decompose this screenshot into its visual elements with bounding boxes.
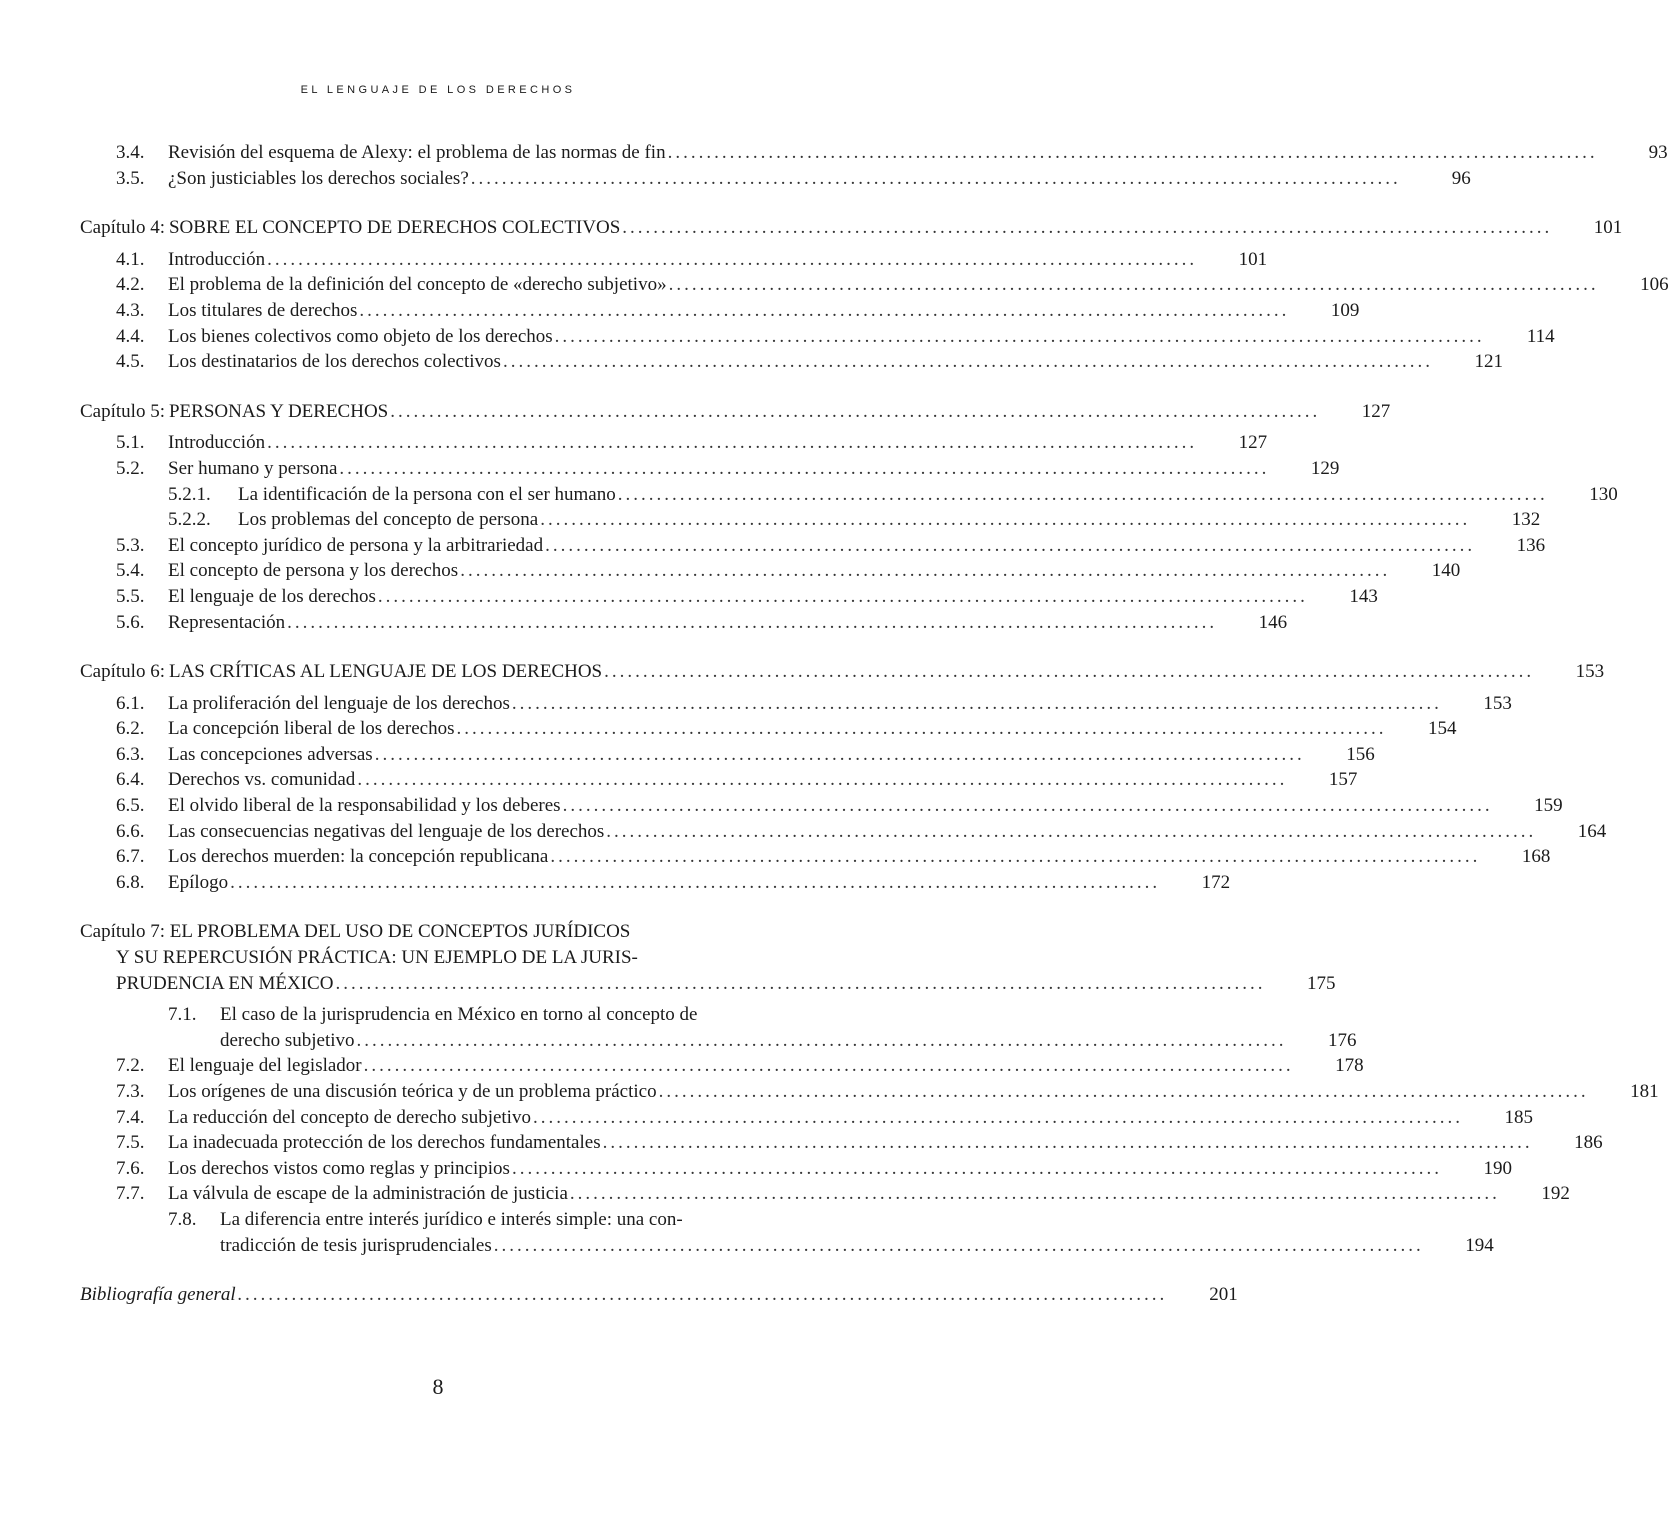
entry-title: La proliferación del lenguaje de los derechos xyxy=(168,692,510,714)
toc-entry-4-4[interactable] xyxy=(80,324,1555,350)
entry-number: 4.2. xyxy=(116,274,145,296)
dot-leader: ........................................................................................................................ xyxy=(363,1055,1294,1077)
entry-number: 7.6. xyxy=(116,1157,145,1179)
entry-title: Derechos vs. comunidad xyxy=(168,769,356,791)
toc-entry-7-1[interactable] xyxy=(80,1002,1357,1053)
toc-bibliography[interactable] xyxy=(80,1282,1238,1308)
entry-page: 194 xyxy=(1465,1234,1494,1256)
entry-page: 130 xyxy=(1589,483,1618,505)
entry-title: Los bienes colectivos como objeto de los derechos xyxy=(168,325,553,347)
entry-title-line-1: El caso de la jurisprudencia en México en torno al concepto de xyxy=(220,1004,698,1026)
entry-title-line-1: La diferencia entre interés jurídico e interés simple: una con- xyxy=(220,1208,683,1230)
dot-leader: ........................................................................................................................ xyxy=(562,795,1493,817)
entry-number: 4.4. xyxy=(116,325,145,347)
dot-leader: ........................................................................................................................ xyxy=(456,718,1387,740)
toc-entry-6-7[interactable] xyxy=(80,844,1551,870)
toc-entry-6-4[interactable] xyxy=(80,767,1358,793)
entry-number: 7.4. xyxy=(116,1106,145,1128)
entry-number: 3.5. xyxy=(116,167,145,189)
entry-number: 5.4. xyxy=(116,560,145,582)
toc-entry-5-5[interactable] xyxy=(80,584,1378,610)
toc-entry-4-1[interactable] xyxy=(80,247,1268,273)
entry-title: Revisión del esquema de Alexy: el problema de las normas de fin xyxy=(168,142,666,163)
toc-entry-7-5[interactable] xyxy=(80,1130,1603,1156)
chapter-title-line-2: Y SU REPERCUSIÓN PRÁCTICA: UN EJEMPLO DE LA JURIS- xyxy=(116,947,638,969)
entry-number: 5.2.2. xyxy=(168,509,211,531)
entry-title: La reducción del concepto de derecho subjetivo xyxy=(168,1106,531,1128)
entry-number: 5.1. xyxy=(116,432,145,454)
chapter-title-line-3: PRUDENCIA EN MÉXICO xyxy=(116,972,334,994)
entry-title: Las consecuencias negativas del lenguaje de los derechos xyxy=(168,820,605,842)
entry-number: 6.8. xyxy=(116,871,145,893)
entry-number: 7.1. xyxy=(168,1004,197,1026)
toc-entry-3-5[interactable] xyxy=(80,166,1471,192)
entry-page: 186 xyxy=(1574,1132,1603,1154)
toc-chapter-7[interactable] xyxy=(80,919,1336,996)
entry-first-line xyxy=(80,1207,818,1233)
toc-entry-5-2-2[interactable] xyxy=(80,507,1541,533)
dot-leader: ........................................................................................................................ xyxy=(511,1157,1442,1179)
bibliography-title: Bibliografía general xyxy=(80,1284,236,1306)
entry-title: Representación xyxy=(168,611,286,633)
entry-title: ¿Son justiciables los derechos sociales? xyxy=(168,167,469,189)
toc-entry-7-7[interactable] xyxy=(80,1181,1570,1207)
chapter-page: 175 xyxy=(1306,972,1336,994)
entry-title: La válvula de escape de la administración de justicia xyxy=(168,1183,568,1205)
dot-leader: ........................................................................................................................ xyxy=(493,1234,1424,1256)
toc-entry-5-6[interactable] xyxy=(80,610,1288,636)
entry-number: 5.3. xyxy=(116,534,145,556)
dot-leader: ........................................................................................................................ xyxy=(550,846,1481,868)
dot-leader: ........................................................................................................................ xyxy=(540,509,1471,531)
entry-last-line xyxy=(80,1233,1494,1259)
entry-page: 127 xyxy=(1238,432,1268,454)
entry-title-line-2: tradicción de tesis jurisprudenciales xyxy=(220,1234,492,1256)
dot-leader: ........................................................................................................................ xyxy=(335,972,1266,994)
dot-leader: ........................................................................................................................ xyxy=(237,1284,1168,1306)
entry-page: 185 xyxy=(1504,1106,1533,1128)
entry-title: Los derechos vistos como reglas y principios xyxy=(168,1157,510,1179)
entry-page: 176 xyxy=(1328,1029,1357,1051)
chapter-title: PERSONAS Y DERECHOS xyxy=(168,400,389,422)
entry-page: 140 xyxy=(1431,560,1461,582)
entry-page: 143 xyxy=(1349,585,1378,607)
dot-leader: ........................................................................................................................ xyxy=(668,274,1599,296)
chapter-page: 101 xyxy=(1593,217,1623,239)
entry-title: Los destinatarios de los derechos colectivos xyxy=(168,351,501,373)
toc-entry-7-4[interactable] xyxy=(80,1105,1533,1131)
entry-title: El problema de la definición del concepto de «derecho subjetivo» xyxy=(168,274,667,296)
toc-entry-7-2[interactable] xyxy=(80,1053,1364,1079)
entry-number: 7.3. xyxy=(116,1081,145,1102)
entry-page: 96 xyxy=(1451,167,1471,189)
entry-title: La inadecuada protección de los derechos fundamentales xyxy=(168,1132,601,1154)
entry-page: 106 xyxy=(1640,274,1669,296)
dot-leader: ........................................................................................................................ xyxy=(339,457,1270,479)
entry-number: 5.2.1. xyxy=(168,483,211,505)
entry-page: 129 xyxy=(1310,457,1340,479)
chapter-title-line xyxy=(116,945,818,971)
chapter-label: Capítulo 6: xyxy=(80,661,165,683)
entry-number: 6.3. xyxy=(116,743,145,765)
dot-leader: ........................................................................................................................ xyxy=(617,483,1548,505)
entry-page: 164 xyxy=(1577,820,1607,842)
entry-number: 7.2. xyxy=(116,1055,145,1077)
dot-leader: ........................................................................................................................ xyxy=(377,585,1308,607)
entry-number: 4.1. xyxy=(116,248,145,270)
toc-entry-6-6[interactable] xyxy=(80,819,1607,845)
toc-entry-6-2[interactable] xyxy=(80,716,1457,742)
entry-page: 181 xyxy=(1630,1081,1659,1102)
entry-number: 6.2. xyxy=(116,718,145,740)
dot-leader: ........................................................................................................................ xyxy=(230,871,1161,893)
dot-leader: ........................................................................................................................ xyxy=(356,1029,1287,1051)
entry-page: 93 xyxy=(1648,142,1668,163)
chapter-title: LAS CRÍTICAS AL LENGUAJE DE LOS DERECHOS xyxy=(168,661,603,683)
entry-page: 190 xyxy=(1483,1157,1512,1179)
page-number: 8 xyxy=(432,1374,444,1399)
toc-entry-6-5[interactable] xyxy=(80,793,1563,819)
entry-title: El lenguaje del legislador xyxy=(168,1055,362,1077)
entry-page: 172 xyxy=(1201,871,1231,893)
dot-leader: ........................................................................................................................ xyxy=(267,248,1198,270)
entry-title: Los derechos muerden: la concepción republicana xyxy=(168,846,549,868)
entry-title: Las concepciones adversas xyxy=(168,743,373,765)
dot-leader: ........................................................................................................................ xyxy=(390,400,1321,422)
chapter-label: Capítulo 4: xyxy=(80,217,165,239)
dot-leader: ........................................................................................................................ xyxy=(667,142,1598,163)
toc-entry-6-1[interactable] xyxy=(80,691,1512,717)
entry-number: 6.6. xyxy=(116,820,145,842)
dot-leader: ........................................................................................................................ xyxy=(374,743,1305,765)
dot-leader: ........................................................................................................................ xyxy=(545,534,1476,556)
entry-title: Introducción xyxy=(168,432,266,454)
entry-number: 7.8. xyxy=(168,1208,197,1230)
entry-number: 5.6. xyxy=(116,611,145,633)
entry-page: 156 xyxy=(1346,743,1375,765)
entry-page: 154 xyxy=(1427,718,1457,740)
entry-page: 109 xyxy=(1330,299,1360,321)
chapter-title-line-1: EL PROBLEMA DEL USO DE CONCEPTOS JURÍDICOS xyxy=(169,921,631,943)
entry-title: El olvido liberal de la responsabilidad y los deberes xyxy=(168,795,561,817)
entry-title: Ser humano y persona xyxy=(168,457,338,479)
entry-number: 5.5. xyxy=(116,585,145,607)
entry-title: El lenguaje de los derechos xyxy=(168,585,376,607)
entry-title: Los problemas del concepto de persona xyxy=(238,509,539,531)
entry-page: 114 xyxy=(1526,325,1555,347)
entry-title: El concepto jurídico de persona y la arbitrariedad xyxy=(168,534,544,556)
entry-page: 132 xyxy=(1511,509,1541,531)
chapter-title-last-line xyxy=(116,971,1336,997)
entry-page: 159 xyxy=(1534,795,1563,817)
entry-page: 168 xyxy=(1521,846,1551,868)
entry-number: 3.4. xyxy=(116,142,145,163)
chapter-title: SOBRE EL CONCEPTO DE DERECHOS COLECTIVOS xyxy=(168,217,621,239)
toc-entry-5-4[interactable] xyxy=(80,558,1461,584)
toc-entry-6-8[interactable] xyxy=(80,870,1231,896)
dot-leader: ........................................................................................................................ xyxy=(357,769,1288,791)
toc-entry-4-3[interactable] xyxy=(80,298,1360,324)
dot-leader: ........................................................................................................................ xyxy=(470,167,1401,189)
entry-page: 121 xyxy=(1474,351,1503,373)
entry-page: 178 xyxy=(1335,1055,1364,1077)
toc-chapter-4[interactable] xyxy=(80,215,1623,241)
chapter-page: 153 xyxy=(1575,661,1605,683)
bibliography-page: 201 xyxy=(1209,1284,1238,1306)
dot-leader: ........................................................................................................................ xyxy=(460,560,1391,582)
toc-entry-5-2[interactable] xyxy=(80,456,1340,482)
entry-title: Los titulares de derechos xyxy=(168,299,358,321)
dot-leader: ........................................................................................................................ xyxy=(622,217,1553,239)
entry-page: 153 xyxy=(1483,692,1512,714)
toc-entry-7-3[interactable] xyxy=(80,1079,1659,1105)
entry-number: 5.2. xyxy=(116,457,145,479)
table-of-contents xyxy=(80,140,1669,1308)
entry-title: Epílogo xyxy=(168,871,229,893)
toc-entry-5-1[interactable] xyxy=(80,430,1268,456)
chapter-page: 127 xyxy=(1361,400,1391,422)
entry-number: 4.3. xyxy=(116,299,145,321)
entry-page: 101 xyxy=(1238,248,1268,270)
dot-leader: ........................................................................................................................ xyxy=(606,820,1537,842)
entry-number: 6.5. xyxy=(116,795,145,817)
dot-leader: ........................................................................................................................ xyxy=(554,325,1485,347)
toc-chapter-6[interactable] xyxy=(80,659,1605,685)
entry-page: 157 xyxy=(1328,769,1358,791)
entry-number: 4.5. xyxy=(116,351,145,373)
entry-last-line xyxy=(80,1028,1357,1054)
dot-leader: ........................................................................................................................ xyxy=(658,1081,1589,1102)
entry-number: 6.7. xyxy=(116,846,145,868)
entry-title: La concepción liberal de los derechos xyxy=(168,718,455,740)
entry-first-line xyxy=(80,1002,818,1028)
entry-title-line-2: derecho subjetivo xyxy=(220,1029,355,1051)
running-head: EL LENGUAJE DE LOS DERECHOS xyxy=(300,84,576,96)
toc-chapter-5[interactable] xyxy=(80,399,1391,425)
entry-number: 7.5. xyxy=(116,1132,145,1154)
entry-number: 7.7. xyxy=(116,1183,145,1205)
toc-entry-5-3[interactable] xyxy=(80,533,1546,559)
entry-page: 146 xyxy=(1258,611,1288,633)
dot-leader: ........................................................................................................................ xyxy=(569,1183,1500,1205)
dot-leader: ........................................................................................................................ xyxy=(359,299,1290,321)
entry-page: 136 xyxy=(1516,534,1546,556)
dot-leader: ........................................................................................................................ xyxy=(287,611,1218,633)
entry-page: 192 xyxy=(1541,1183,1570,1205)
toc-entry-7-8[interactable] xyxy=(80,1207,1494,1258)
toc-entry-6-3[interactable] xyxy=(80,742,1375,768)
entry-number: 6.4. xyxy=(116,769,145,791)
dot-leader: ........................................................................................................................ xyxy=(511,692,1442,714)
entry-number: 6.1. xyxy=(116,692,145,714)
dot-leader: ........................................................................................................................ xyxy=(602,1132,1533,1154)
toc-entry-4-2[interactable] xyxy=(80,272,1669,298)
toc-entry-3-4[interactable] xyxy=(80,140,1668,166)
chapter-title-line xyxy=(80,919,818,945)
chapter-label: Capítulo 7: xyxy=(80,921,165,943)
dot-leader: ........................................................................................................................ xyxy=(267,432,1198,454)
chapter-label: Capítulo 5: xyxy=(80,400,165,422)
entry-title: Introducción xyxy=(168,248,266,270)
entry-title: La identificación de la persona con el ser humano xyxy=(238,483,616,505)
entry-title: Los orígenes de una discusión teórica y de un problema práctico xyxy=(168,1081,657,1102)
entry-title: El concepto de persona y los derechos xyxy=(168,560,459,582)
dot-leader: ........................................................................................................................ xyxy=(604,661,1535,683)
dot-leader: ........................................................................................................................ xyxy=(502,351,1433,373)
toc-entry-7-6[interactable] xyxy=(80,1156,1512,1182)
dot-leader: ........................................................................................................................ xyxy=(532,1106,1463,1128)
toc-entry-5-2-1[interactable] xyxy=(80,482,1618,508)
toc-entry-4-5[interactable] xyxy=(80,349,1503,375)
